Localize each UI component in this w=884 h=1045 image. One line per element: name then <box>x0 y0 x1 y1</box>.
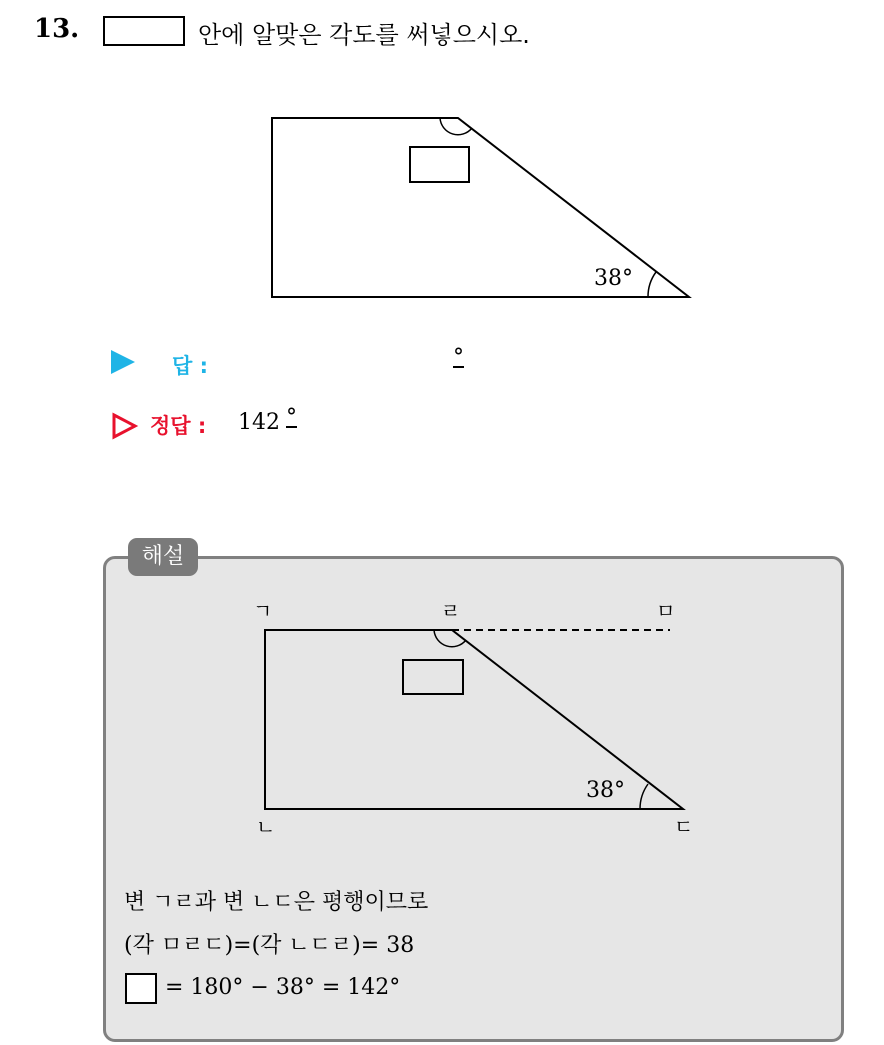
explanation-line-2: (각 ㅁㄹㄷ)=(각 ㄴㄷㄹ)= 38 <box>124 933 415 958</box>
question-text: 안에 알맞은 각도를 써넣으시오. <box>198 21 530 49</box>
correct-value: 142 <box>238 410 280 435</box>
angle-blank-box-2 <box>403 660 463 694</box>
vertex-label-bottom-left: ㄴ <box>256 815 276 839</box>
angle-blank-box <box>410 147 469 182</box>
correct-label: 정답 : <box>150 414 207 438</box>
explanation-line-3: = 180° − 38° = 142° <box>165 975 401 1000</box>
vertex-label-top-left: ㄱ <box>253 599 273 623</box>
question-number: 13. <box>34 14 80 44</box>
angle-label: 38° <box>594 266 633 291</box>
answer-arrow-icon <box>111 350 135 374</box>
explanation-line-1: 변 ㄱㄹ과 변 ㄴㄷ은 평행이므로 <box>124 890 429 915</box>
trapezoid-figure <box>0 0 884 320</box>
vertex-label-top-right: ㅁ <box>656 599 676 623</box>
vertex-label-bottom-right: ㄷ <box>674 815 694 839</box>
answer-label: 답 : <box>172 354 208 378</box>
angle-label-2: 38° <box>586 778 625 803</box>
vertex-label-top-mid: ㄹ <box>441 599 461 623</box>
correct-arrow-icon <box>111 412 139 440</box>
explanation-figure <box>0 590 884 840</box>
correct-unit: ° <box>286 405 297 430</box>
explanation-tag: 해설 <box>128 538 198 576</box>
angle-arc-bottom-2 <box>640 784 648 809</box>
answer-unit: ° <box>453 345 464 370</box>
explanation-blank-box <box>125 973 157 1004</box>
angle-arc-bottom <box>648 272 656 297</box>
